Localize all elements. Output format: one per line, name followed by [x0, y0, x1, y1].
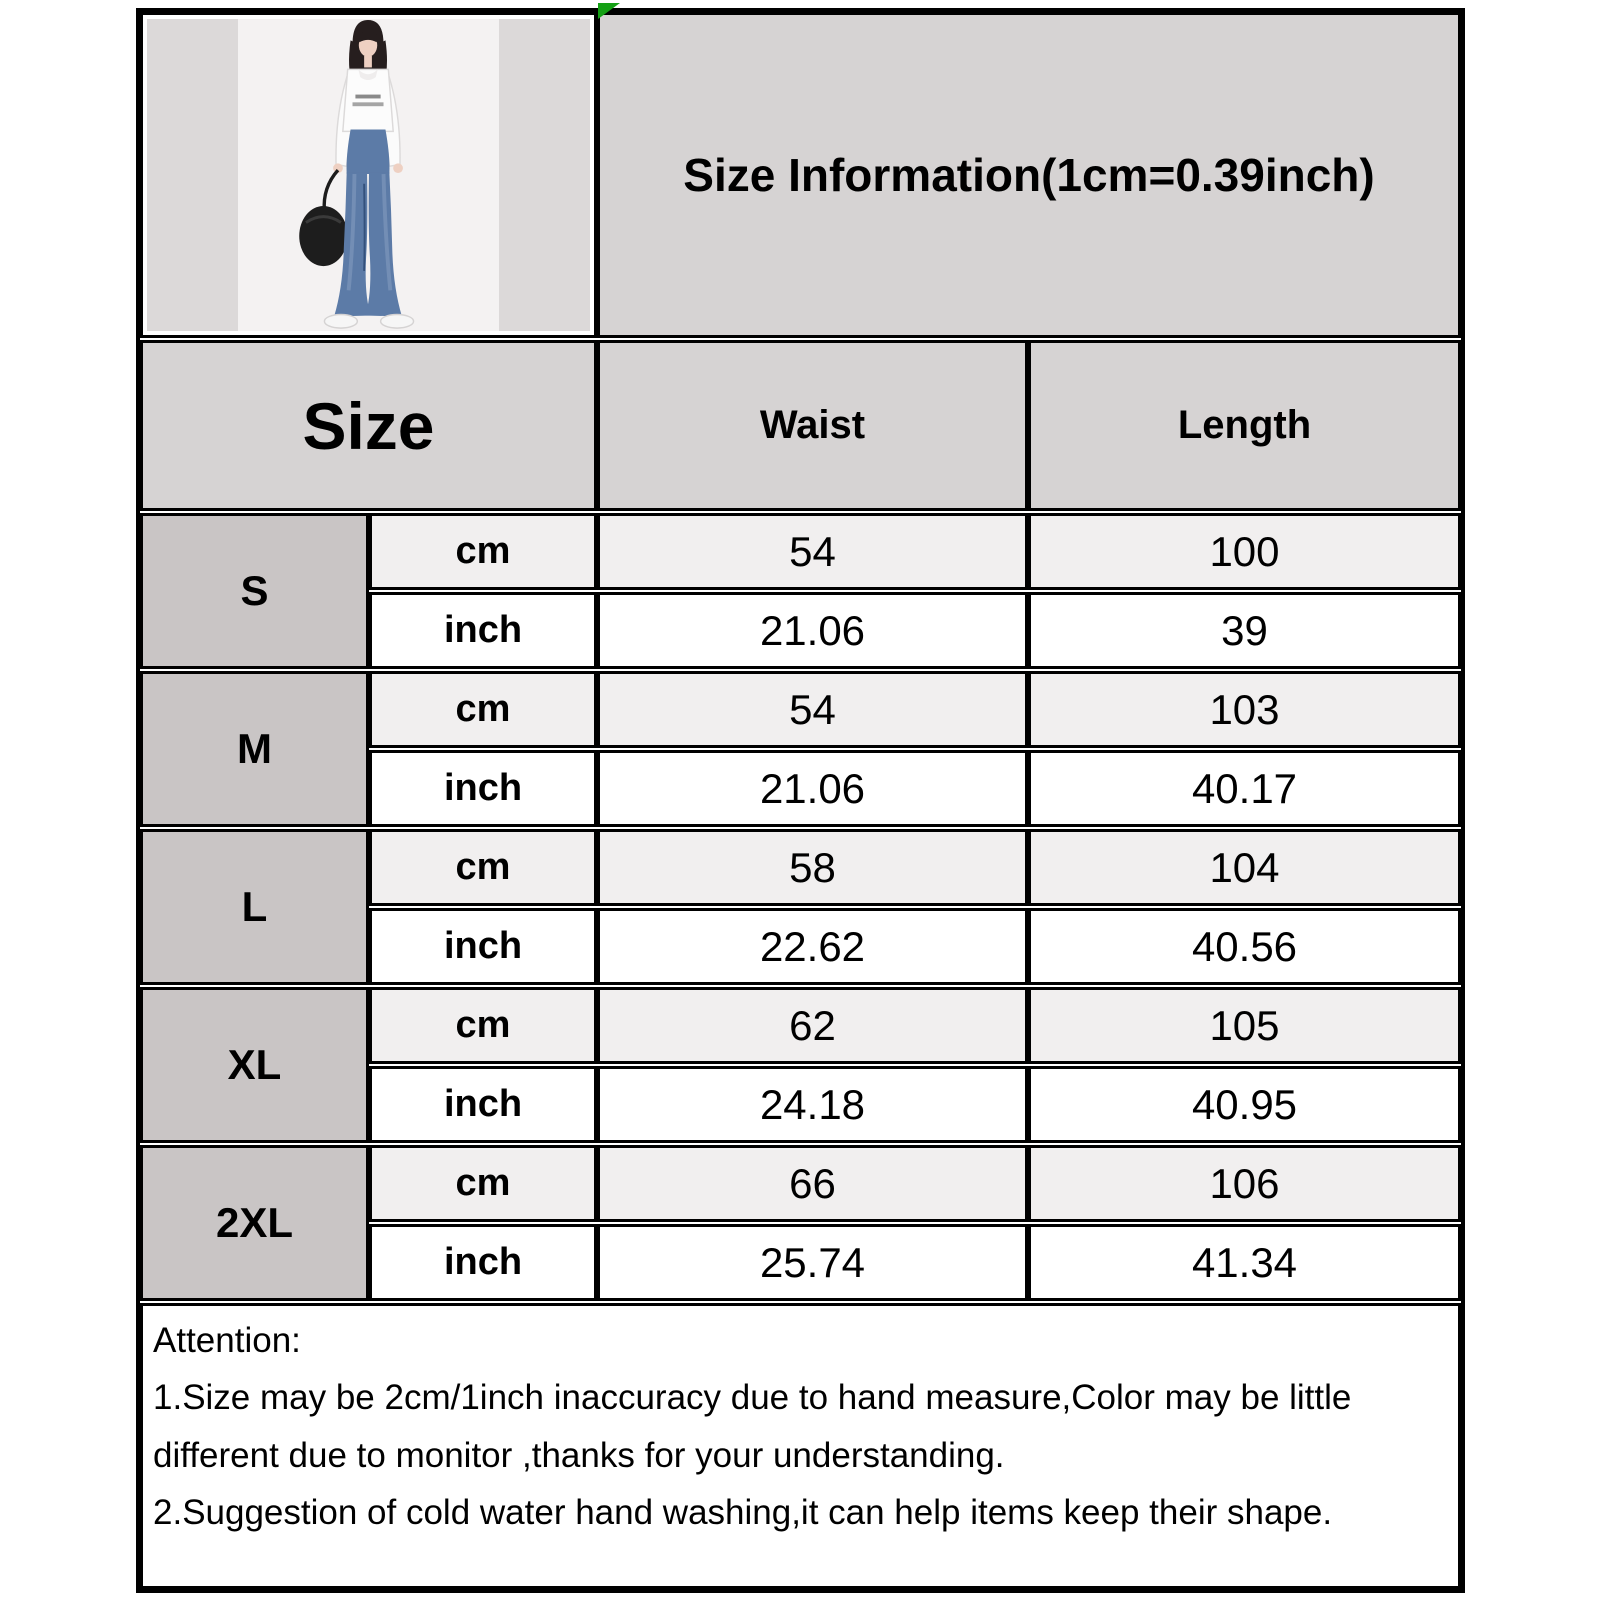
value-xl-waist-cm: 62 [597, 987, 1028, 1064]
unit-label-inch: inch [369, 1224, 597, 1301]
size-header: Size [140, 340, 597, 511]
value-m-length-inch: 40.17 [1028, 750, 1461, 827]
value-m-waist-cm: 54 [597, 671, 1028, 748]
unit-label-cm: cm [369, 987, 597, 1064]
size-row-label-2xl: 2XL [140, 1145, 369, 1301]
attention-line-3: 2.Suggestion of cold water hand washing,it can help items keep their shape. [153, 1493, 1333, 1533]
model-figure-illustration [238, 19, 499, 331]
unit-label-cm: cm [369, 671, 597, 748]
unit-label-cm: cm [369, 1145, 597, 1222]
value-2xl-length-inch: 41.34 [1028, 1224, 1461, 1301]
waist-column-header: Waist [597, 340, 1028, 511]
value-2xl-waist-inch: 25.74 [597, 1224, 1028, 1301]
green-corner-marker [598, 3, 620, 19]
length-column-header: Length [1028, 340, 1461, 511]
unit-label-cm: cm [369, 829, 597, 906]
value-l-length-cm: 104 [1028, 829, 1461, 906]
unit-label-cm: cm [369, 513, 597, 590]
size-row-label-xl: XL [140, 987, 369, 1143]
value-m-waist-inch: 21.06 [597, 750, 1028, 827]
unit-label-inch: inch [369, 908, 597, 985]
size-row-label-m: M [140, 671, 369, 827]
value-xl-length-inch: 40.95 [1028, 1066, 1461, 1143]
product-photo [147, 19, 590, 331]
attention-line-2: different due to monitor ,thanks for your understanding. [153, 1435, 1005, 1475]
value-xl-length-cm: 105 [1028, 987, 1461, 1064]
product-photo-backdrop [238, 19, 499, 331]
unit-label-inch: inch [369, 1066, 597, 1143]
value-l-length-inch: 40.56 [1028, 908, 1461, 985]
value-2xl-length-cm: 106 [1028, 1145, 1461, 1222]
unit-label-inch: inch [369, 592, 597, 669]
value-xl-waist-inch: 24.18 [597, 1066, 1028, 1143]
product-photo-cell [140, 12, 597, 338]
value-s-length-cm: 100 [1028, 513, 1461, 590]
attention-note [140, 1303, 1461, 1589]
value-s-length-inch: 39 [1028, 592, 1461, 669]
value-s-waist-inch: 21.06 [597, 592, 1028, 669]
value-l-waist-inch: 22.62 [597, 908, 1028, 985]
value-s-waist-cm: 54 [597, 513, 1028, 590]
page-title-text: Size Information(1cm=0.39inch) [683, 149, 1375, 201]
attention-line-1: 1.Size may be 2cm/1inch inaccuracy due to hand measure,Color may be little [153, 1378, 1352, 1418]
value-l-waist-cm: 58 [597, 829, 1028, 906]
attention-heading: Attention: [153, 1321, 301, 1360]
size-row-label-s: S [140, 513, 369, 669]
unit-label-inch: inch [369, 750, 597, 827]
page-title [597, 12, 1461, 338]
size-information-table [136, 8, 1465, 1593]
size-row-label-l: L [140, 829, 369, 985]
value-2xl-waist-cm: 66 [597, 1145, 1028, 1222]
value-m-length-cm: 103 [1028, 671, 1461, 748]
